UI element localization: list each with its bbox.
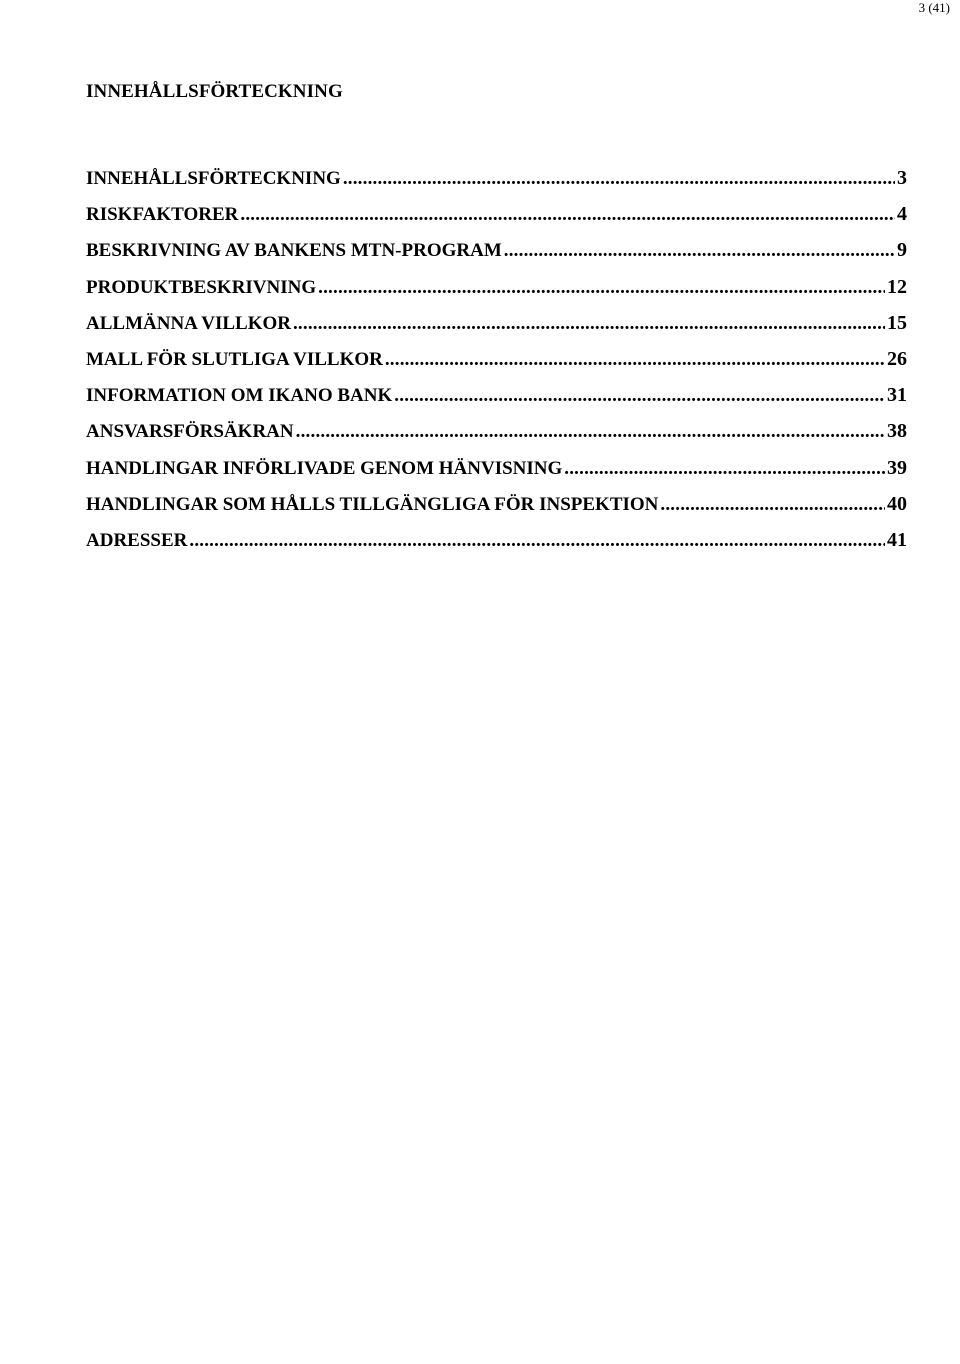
document-title: INNEHÅLLSFÖRTECKNING <box>86 81 343 102</box>
toc-entry-page: 9 <box>897 239 907 262</box>
toc-entry[interactable] <box>86 238 907 274</box>
toc-entry-page: 15 <box>887 311 907 334</box>
toc-entry[interactable] <box>86 528 907 564</box>
toc-dot-leader <box>394 384 885 408</box>
toc-entry[interactable] <box>86 166 907 202</box>
toc-entry-page: 3 <box>897 167 907 189</box>
toc-dot-leader <box>240 203 895 227</box>
toc-dot-leader <box>660 493 885 517</box>
toc-entry[interactable] <box>86 419 907 455</box>
toc-entry-page: 31 <box>887 384 907 407</box>
toc-entry-page: 40 <box>887 492 907 515</box>
toc-entry-label: ANSVARSFÖRSÄKRAN <box>86 421 294 443</box>
toc-entry-page: 4 <box>897 203 907 226</box>
toc-entry[interactable] <box>86 202 907 238</box>
toc-entry[interactable] <box>86 492 907 528</box>
toc-entry-label: HANDLINGAR INFÖRLIVADE GENOM HÄNVISNING <box>86 457 563 479</box>
toc-dot-leader <box>504 239 895 263</box>
toc-entry-page: 39 <box>887 456 907 479</box>
toc-entry-label: RISKFAKTORER <box>86 204 239 226</box>
toc-entry-label: INFORMATION OM IKANO BANK <box>86 385 393 407</box>
toc-entry[interactable] <box>86 456 907 492</box>
toc-entry[interactable] <box>86 347 907 383</box>
page-number: 3 (41) <box>918 0 950 15</box>
toc-entry-label: ALLMÄNNA VILLKOR <box>86 312 291 334</box>
toc-dot-leader <box>564 457 885 481</box>
toc-entry-label: HANDLINGAR SOM HÅLLS TILLGÄNGLIGA FÖR INSPEKTION <box>86 493 659 515</box>
toc-entry-label: PRODUKTBESKRIVNING <box>86 276 317 298</box>
toc-dot-leader <box>385 348 885 372</box>
toc-entry-label: INNEHÅLLSFÖRTECKNING <box>86 168 341 189</box>
legal-document-stamp <box>0 1160 1 1262</box>
toc-entry-page: 12 <box>887 275 907 298</box>
toc-dot-leader <box>318 276 885 300</box>
toc-dot-leader <box>296 420 885 444</box>
toc-dot-leader <box>293 312 885 336</box>
table-of-contents <box>86 166 907 564</box>
toc-entry-page: 41 <box>887 528 907 551</box>
toc-entry-page: 26 <box>887 347 907 370</box>
toc-entry-label: BESKRIVNING AV BANKENS MTN-PROGRAM <box>86 240 502 262</box>
toc-dot-leader <box>343 167 895 191</box>
toc-entry[interactable] <box>86 311 907 347</box>
toc-entry-page: 38 <box>887 420 907 443</box>
toc-entry[interactable] <box>86 275 907 311</box>
toc-entry[interactable] <box>86 383 907 419</box>
toc-entry-label: ADRESSER <box>86 529 188 551</box>
toc-entry-label: MALL FÖR SLUTLIGA VILLKOR <box>86 348 383 370</box>
toc-dot-leader <box>189 529 885 553</box>
